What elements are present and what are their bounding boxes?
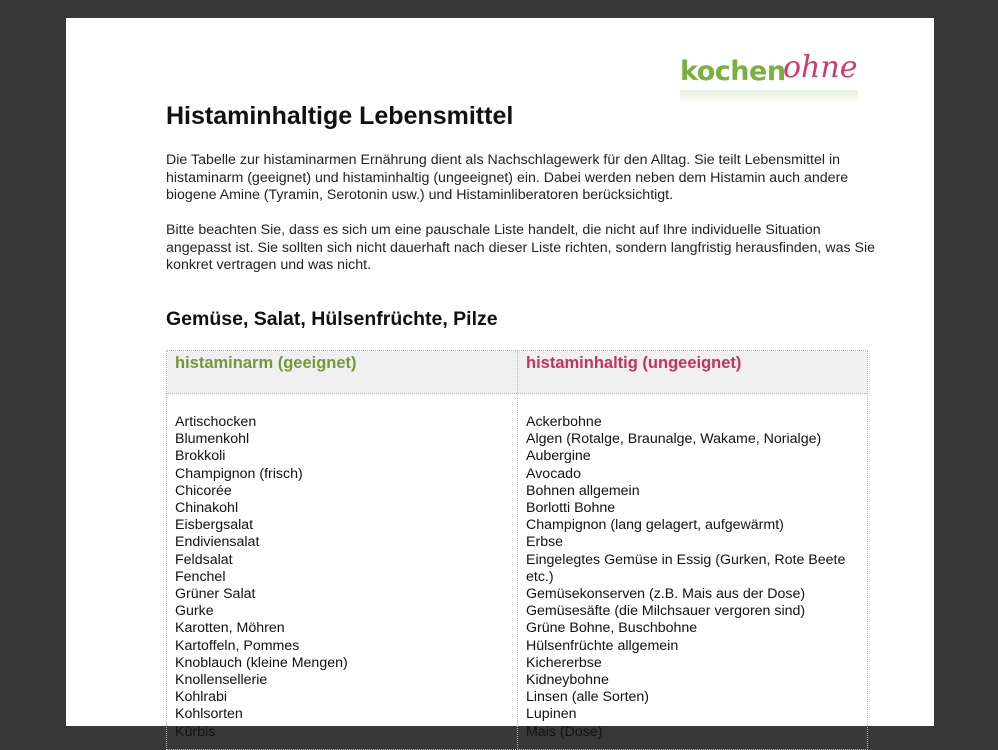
unsuitable-food-item: Mais (Dose) (526, 723, 603, 740)
unsuitable-food-item: Gemüsekonserven (z.B. Mais aus der Dose) (526, 586, 806, 603)
suitable-food-item: Fenchel (175, 568, 226, 585)
logo-wordmark: kochen (680, 56, 786, 87)
page-title: Histaminhaltige Lebensmittel (166, 102, 514, 130)
suitable-food-item: Artischocken (175, 414, 257, 430)
document-page (66, 18, 934, 740)
unsuitable-food-item: Champignon (lang gelagert, aufgewärmt) (526, 517, 784, 534)
suitable-food-item: Knoblauch (kleine Mengen) (175, 654, 348, 671)
suitable-food-item: Eisbergsalat (175, 517, 254, 534)
unsuitable-food-item: Bohnen allgemein (526, 482, 640, 499)
suitable-food-item: Champignon (frisch) (175, 465, 303, 482)
suitable-food-item: Grüner Salat (175, 586, 256, 603)
unsuitable-food-item: Borlotti Bohne (526, 500, 616, 517)
suitable-food-item: Blumenkohl (175, 431, 250, 448)
unsuitable-food-item: Linsen (alle Sorten) (526, 689, 650, 706)
section-title: Gemüse, Salat, Hülsenfrüchte, Pilze (166, 308, 498, 330)
suitable-list (175, 414, 505, 741)
unsuitable-food-item: Algen (Rotalge, Braunalge, Wakame, Norialge) (526, 431, 822, 448)
header-suitable: histaminarm (geeignet) (175, 354, 357, 372)
unsuitable-food-item: Eingelegtes Gemüse in Essig (Gurken, Rote Beete etc.) (526, 551, 846, 585)
logo-reflection (680, 90, 858, 104)
notice-paragraph: Bitte beachten Sie, dass es sich um eine pauschale Liste handelt, die nicht auf Ihre individuelle Situation angepasst ist. Sie sollten sich nicht dauerhaft nach dieser Liste richten, sondern langfristig herausfinden, was Sie konkret vertragen und was nicht. (166, 222, 875, 273)
header-unsuitable: histaminhaltig (ungeeignet) (526, 354, 742, 372)
suitable-food-item: Brokkoli (175, 448, 226, 465)
unsuitable-food-item: Avocado (526, 465, 581, 482)
unsuitable-list (526, 414, 856, 741)
food-table (166, 350, 868, 750)
unsuitable-food-item: Aubergine (526, 448, 591, 465)
unsuitable-food-item: Kichererbse (526, 654, 602, 671)
unsuitable-food-item: Ackerbohne (526, 414, 602, 430)
column-divider (517, 351, 518, 749)
suitable-food-item: Chicorée (175, 482, 232, 499)
suitable-food-item: Kürbis (175, 723, 216, 740)
suitable-food-item: Kartoffeln, Pommes (175, 637, 300, 654)
unsuitable-food-item: Hülsenfrüchte allgemein (526, 637, 679, 654)
suitable-food-item: Chinakohl (175, 500, 239, 517)
logo-script: ohne (783, 50, 858, 85)
intro-paragraph: Die Tabelle zur histaminarmen Ernährung dient als Nachschlagewerk für den Alltag. Sie teilt Lebensmittel in histaminarm (geeignet) und histaminhaltig (ungeeignet) ein. Dabei werden neben dem Histamin auch andere biogene Amine (Tyramin, Serotonin usw.) und Histaminliberatoren berücksichtigt. (166, 152, 849, 203)
unsuitable-food-item: Grüne Bohne, Buschbohne (526, 620, 698, 637)
suitable-food-item: Feldsalat (175, 551, 233, 568)
suitable-food-item: Kohlrabi (175, 689, 228, 706)
unsuitable-food-item: Lupinen (526, 706, 577, 723)
suitable-food-item: Karotten, Möhren (175, 620, 285, 637)
suitable-food-item: Gurke (175, 603, 214, 620)
suitable-food-item: Kohlsorten (175, 706, 243, 723)
unsuitable-food-item: Gemüsesäfte (die Milchsauer vergoren sind) (526, 603, 806, 620)
suitable-food-item: Endiviensalat (175, 534, 260, 551)
suitable-food-item: Knollensellerie (175, 672, 268, 689)
unsuitable-food-item: Erbse (526, 534, 564, 551)
unsuitable-food-item: Kidneybohne (526, 672, 609, 689)
